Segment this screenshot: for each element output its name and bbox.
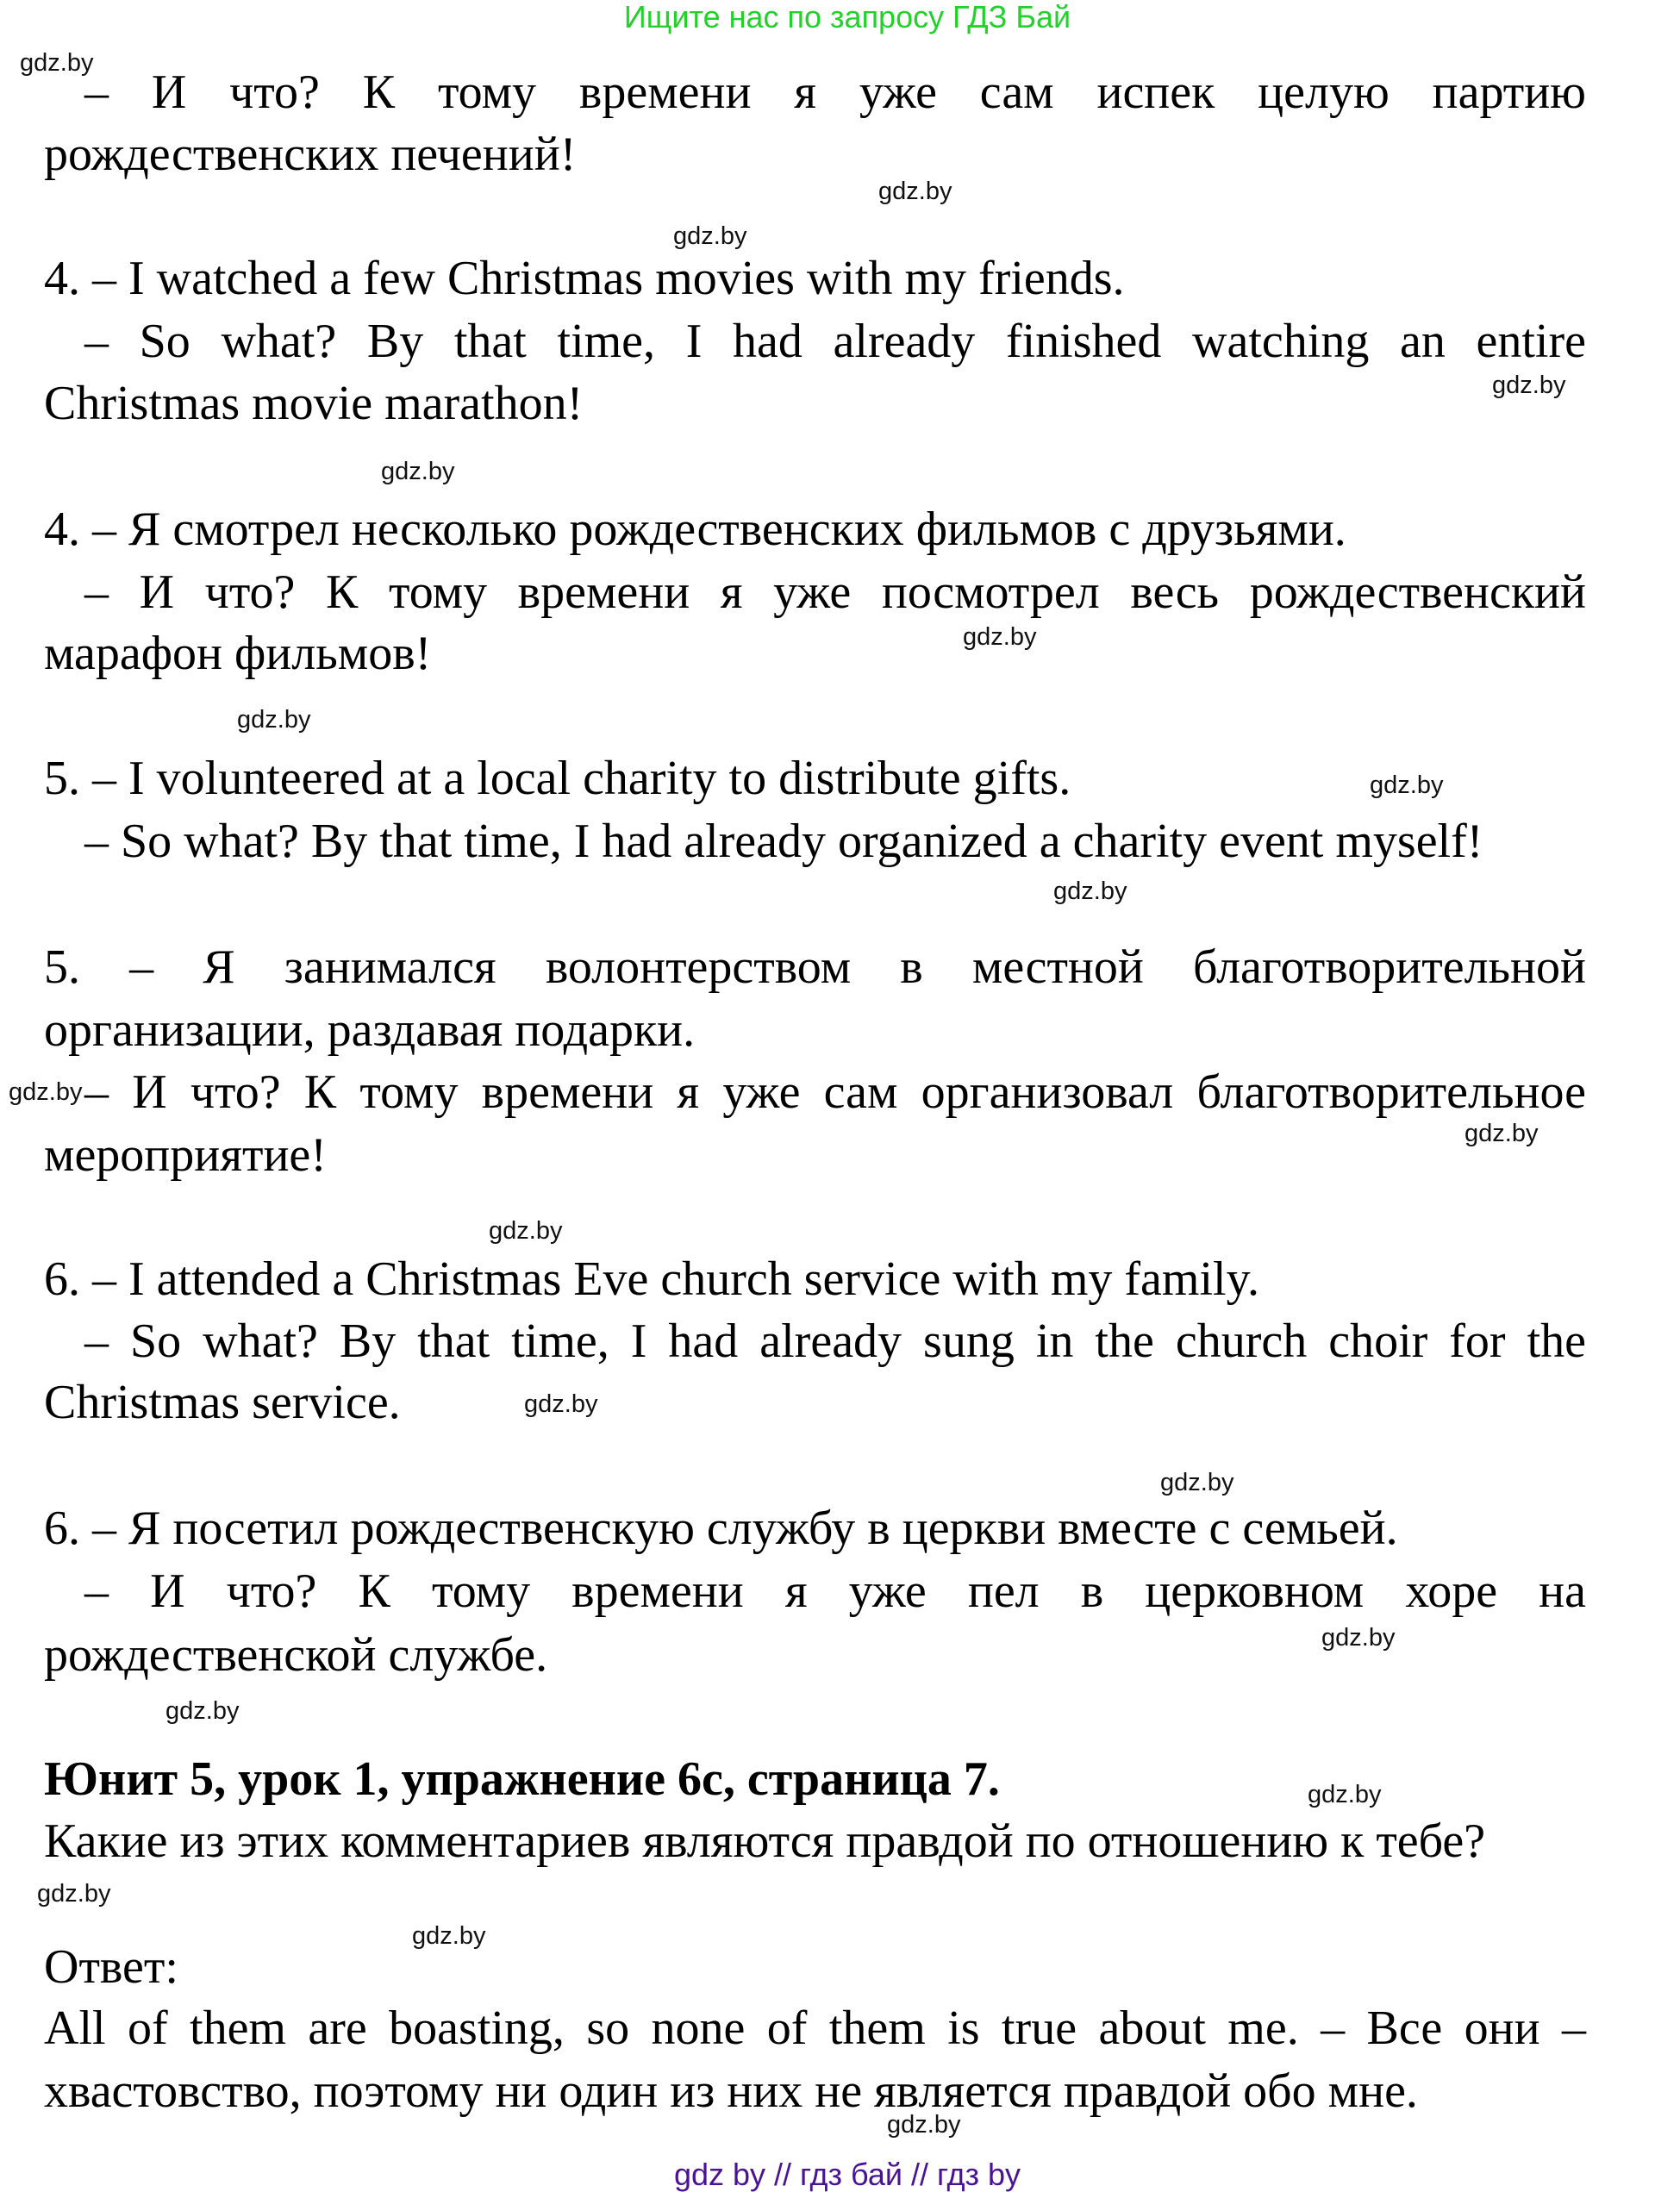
text-line: Christmas service.	[44, 1376, 401, 1429]
watermark: gdz.by	[412, 1922, 486, 1950]
watermark: gdz.by	[1321, 1624, 1396, 1652]
exercise-question: Какие из этих комментариев являются правдой по отношению к тебе?	[44, 1814, 1486, 1868]
text-line: рождественских печений!	[44, 128, 577, 181]
text-line: рождественской службе.	[44, 1628, 548, 1682]
watermark: gdz.by	[1465, 1120, 1539, 1147]
text-line: Christmas movie marathon!	[44, 377, 584, 430]
watermark: gdz.by	[1492, 372, 1566, 399]
watermark: gdz.by	[20, 49, 94, 77]
watermark: gdz.by	[1053, 877, 1127, 905]
watermark: gdz.by	[381, 458, 455, 485]
exercise-heading: Юнит 5, урок 1, упражнение 6с, страница 7.	[44, 1752, 1000, 1806]
watermark: gdz.by	[1160, 1469, 1234, 1496]
text-line: 4. – Я смотрел несколько рождественских фильмов с друзьями.	[44, 503, 1346, 556]
answer-text: хвастовство, поэтому ни один из них не является правдой обо мне.	[44, 2064, 1418, 2118]
text-line: – И что? К тому времени я уже сам испек целую партию	[84, 66, 1586, 119]
watermark: gdz.by	[37, 1880, 111, 1908]
answer-label: Ответ:	[44, 1940, 178, 1994]
text-line: 5. – I volunteered at a local charity to distribute gifts.	[44, 752, 1071, 805]
watermark: gdz.by	[963, 623, 1037, 651]
text-line: марафон фильмов!	[44, 627, 432, 680]
text-line: мероприятие!	[44, 1128, 327, 1182]
watermark: gdz.by	[9, 1078, 83, 1106]
text-line: – И что? К тому времени я уже посмотрел весь рождественский	[84, 565, 1586, 619]
text-line: организации, раздавая подарки.	[44, 1003, 696, 1057]
text-line: – So what? By that time, I had already organized a charity event myself!	[84, 815, 1483, 868]
watermark: gdz.by	[166, 1697, 240, 1725]
answer-text: All of them are boasting, so none of them is true about me. – Все они –	[44, 2002, 1586, 2055]
watermark: gdz.by	[878, 178, 952, 205]
text-line: – So what? By that time, I had already finished watching an entire	[84, 315, 1586, 368]
search-hint-banner: Ищите нас по запросу ГДЗ Бай	[623, 0, 1071, 34]
watermark: gdz.by	[524, 1390, 598, 1418]
text-line: 6. – I attended a Christmas Eve church service with my family.	[44, 1252, 1259, 1306]
watermark: gdz.by	[489, 1217, 563, 1245]
text-line: 6. – Я посетил рождественскую службу в церкви вместе с семьей.	[44, 1502, 1398, 1555]
text-line: – И что? К тому времени я уже сам организовал благотворительное	[84, 1065, 1586, 1119]
text-line: – И что? К тому времени я уже пел в церковном хоре на	[84, 1564, 1586, 1618]
watermark: gdz.by	[673, 222, 747, 250]
text-line: 5. – Я занимался волонтерством в местной благотворительной	[44, 940, 1586, 994]
footer-links: gdz by // гдз бай // гдз by	[673, 2157, 1021, 2192]
watermark: gdz.by	[1308, 1781, 1382, 1808]
text-line: 4. – I watched a few Christmas movies with my friends.	[44, 252, 1125, 305]
watermark: gdz.by	[1370, 771, 1444, 799]
text-line: – So what? By that time, I had already sung in the church choir for the	[84, 1315, 1586, 1368]
watermark: gdz.by	[237, 706, 311, 734]
watermark: gdz.by	[887, 2111, 961, 2139]
